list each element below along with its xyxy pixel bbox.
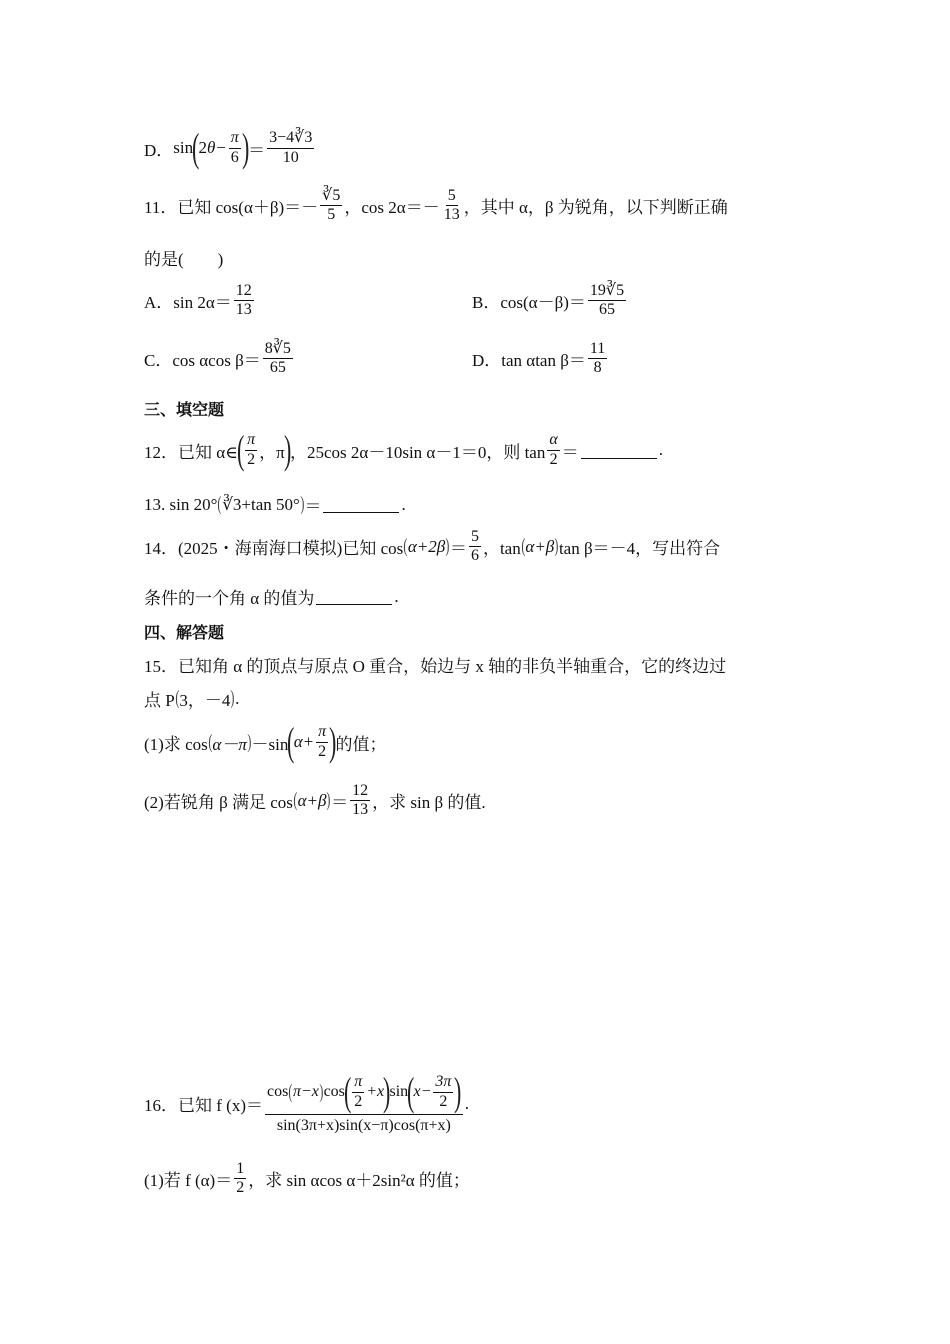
q11-fraction-1: $\frac{∛5}{5}$ bbox=[322, 187, 341, 224]
section-4-heading: 四、解答题 bbox=[144, 623, 225, 642]
q11-option-a: A．sin 2α＝ $\frac{12}{13}$ bbox=[144, 282, 252, 319]
q14-line1: 14．(2025・海南海口模拟)已知 cos ( α+2β ) ＝ $\frac{5}{6}$ ，tan ( α+β ) tan β＝－4，写出符合 bbox=[144, 528, 721, 565]
q11-line1 bbox=[144, 187, 728, 225]
section-3-heading: 三、填空题 bbox=[144, 400, 225, 419]
fraction-pi-6: $\frac{\pi}{6}$ bbox=[230, 129, 239, 166]
q11-option-d: D．tan αtan β＝ $\frac{11}{8}$ bbox=[472, 340, 606, 377]
q14-line2: 条件的一个角 α 的值为 . bbox=[144, 586, 399, 608]
q12-answer-blank[interactable] bbox=[581, 442, 657, 459]
close-paren: ) bbox=[241, 125, 250, 170]
open-paren: ( bbox=[192, 125, 200, 170]
q13-answer-blank[interactable] bbox=[323, 496, 399, 513]
option-d-label: D． bbox=[144, 140, 174, 160]
option-d-arg-a: 2 bbox=[198, 138, 207, 157]
q11-text-a: 11．已知 cos(α＋β)＝－ bbox=[144, 198, 319, 218]
option-d-eq: ＝ bbox=[248, 140, 266, 160]
q15-line2: 点 P ( 3，－4 ) . bbox=[144, 687, 240, 710]
option-d-line bbox=[144, 125, 316, 170]
fraction-option-d: $\frac{3-4∛3}{10}$ bbox=[269, 129, 313, 166]
q15-part1: (1)求 cos ( α－π ) －sin ( α+ $\frac{\pi}{2}$ ) 的值； bbox=[144, 719, 387, 764]
q11-option-c: C．cos αcos β＝ $\frac{8∛5}{65}$ bbox=[144, 340, 291, 377]
q16-line: 16．已知 f (x)＝ cos ( π−x ) cos ( $\frac{\pi}{2}$ +x ) sin ( x− $\frac{3\pi}{2}$ ) sin(3π+x)sin(x−π)cos(π+x) . bbox=[144, 1069, 469, 1134]
q11-text-b: ，cos 2α＝－ bbox=[344, 198, 440, 218]
q11-fraction-2: $\frac{5}{13}$ bbox=[443, 187, 460, 224]
q12-line: 12．已知 α∈ ( $\frac{\pi}{2}$ ，π ) ，25cos 2α－10sin α－1＝0，则 tan $\frac{\alpha}{2}$ ＝ . bbox=[144, 427, 664, 472]
q15-line1: 15．已知角 α 的顶点与原点 O 重合，始边与 x 轴的非负半轴重合，它的终边过 bbox=[144, 657, 727, 676]
q14-answer-blank[interactable] bbox=[316, 588, 392, 605]
q13-line: 13. sin 20° ( ∛3+tan 50° ) ＝ . bbox=[144, 493, 406, 516]
q16-big-fraction: cos ( π−x ) cos ( $\frac{\pi}{2}$ +x ) sin ( x− $\frac{3\pi}{2}$ ) sin(3π+x)sin(x−π)cos(π+x) bbox=[266, 1069, 462, 1134]
q15-part2: (2)若锐角 β 满足 cos ( α+β ) ＝ $\frac{12}{13}$ ，求 sin β 的值. bbox=[144, 782, 486, 819]
q16-part1: (1)若 f (α)＝ $\frac{1}{2}$ ，求 sin αcos α＋2sin²α 的值； bbox=[144, 1160, 470, 1197]
q11-text-c: ，其中 α，β 为锐角，以下判断正确 bbox=[463, 198, 728, 218]
option-d-sin: sin bbox=[173, 138, 194, 157]
q11-option-b: B．cos(α－β)＝ $\frac{19∛5}{65}$ bbox=[472, 282, 625, 319]
option-d-arg-b: θ− bbox=[206, 138, 227, 157]
q11-line2: 的是( ) bbox=[144, 250, 224, 269]
